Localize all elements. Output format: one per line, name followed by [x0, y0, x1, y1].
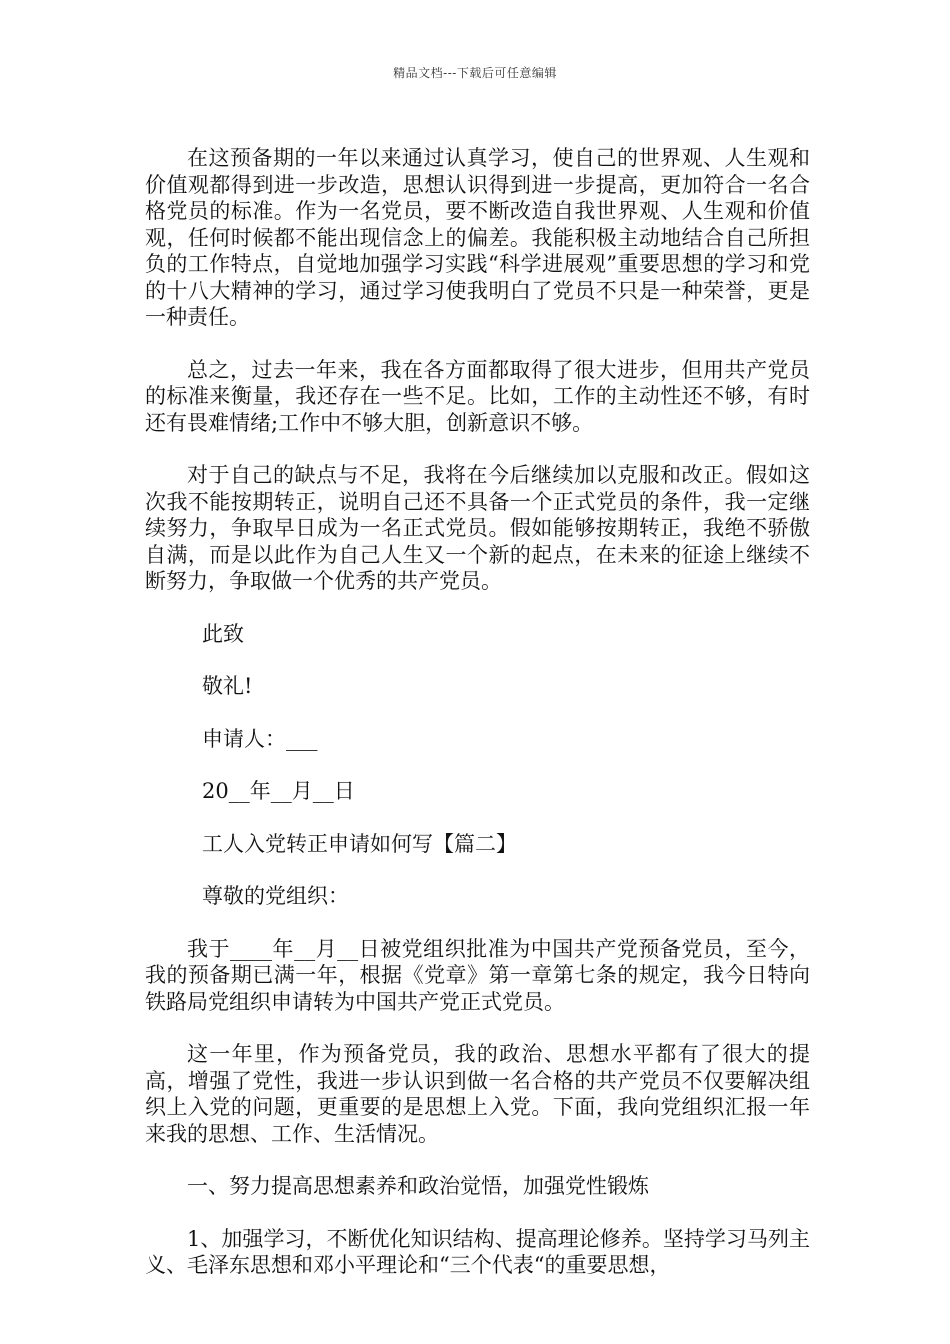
paragraph: 总之，过去一年来，我在各方面都取得了很大进步，但用共产党员的标准来衡量，我还存在一些不足。比如，工作的主动性还不够，有时还有畏难情绪;工作中不够大胆，创新意识不够。 — [145, 357, 810, 435]
greeting-line: 尊敬的党组织： — [202, 884, 349, 908]
date-line: 20__年__月__日 — [202, 779, 355, 803]
page-header: 精品文档---下载后可任意编辑 — [393, 66, 557, 80]
paragraph: 在这预备期的一年以来通过认真学习，使自己的世界观、人生观和价值观都得到进一步改造，思想认识得到进一步提高，更加符合一名合格党员的标准。作为一名党员，要不断改造自我世界观、人生观和价值观，任何时候都不能出现信念上的偏差。我能积极主动地结合自己所担负的工作特点，自觉地加强学习实践“科学进展观”重要思想的学习和党的十八大精神的学习，通过学习使我明白了党员不只是一种荣誉，更是一种责任。 — [145, 146, 810, 329]
paragraph: 对于自己的缺点与不足，我将在今后继续加以克服和改正。假如这次我不能按期转正，说明自己还不具备一个正式党员的条件，我一定继续努力，争取早日成为一名正式党员。假如能够按期转正，我绝不骄傲自满，而是以此作为自己人生又一个新的起点，在未来的征途上继续不断努力，争取做一个优秀的共产党员。 — [145, 463, 810, 593]
paragraph: 1、加强学习，不断优化知识结构、提高理论修养。坚持学习马列主义、毛泽东思想和邓小平理论和“三个代表“的重要思想， — [145, 1226, 810, 1277]
closing-salutation: 此致 — [202, 621, 244, 646]
section-heading: 一、努力提高思想素养和政治觉悟，加强党性锻炼 — [187, 1174, 649, 1198]
document-body — [145, 145, 810, 1305]
paragraph: 我于____年__月__日被党组织批准为中国共产党预备党员，至今，我的预备期已满一年，根据《党章》第一章第七条的规定，我今日特向铁路局党组织申请转为中国共产党正式党员。 — [145, 936, 810, 1014]
applicant-line: 申请人：___ — [202, 726, 318, 751]
closing-respect: 敬礼! — [202, 674, 253, 698]
section-title: 工人入党转正申请如何写【篇二】 — [202, 831, 517, 856]
paragraph: 这一年里，作为预备党员，我的政治、思想水平都有了很大的提高，增强了党性，我进一步认识到做一名合格的共产党员不仅要解决组织上入党的问题，更重要的是思想上入党。下面，我向党组织汇报一年来我的思想、工作、生活情况。 — [145, 1042, 810, 1146]
